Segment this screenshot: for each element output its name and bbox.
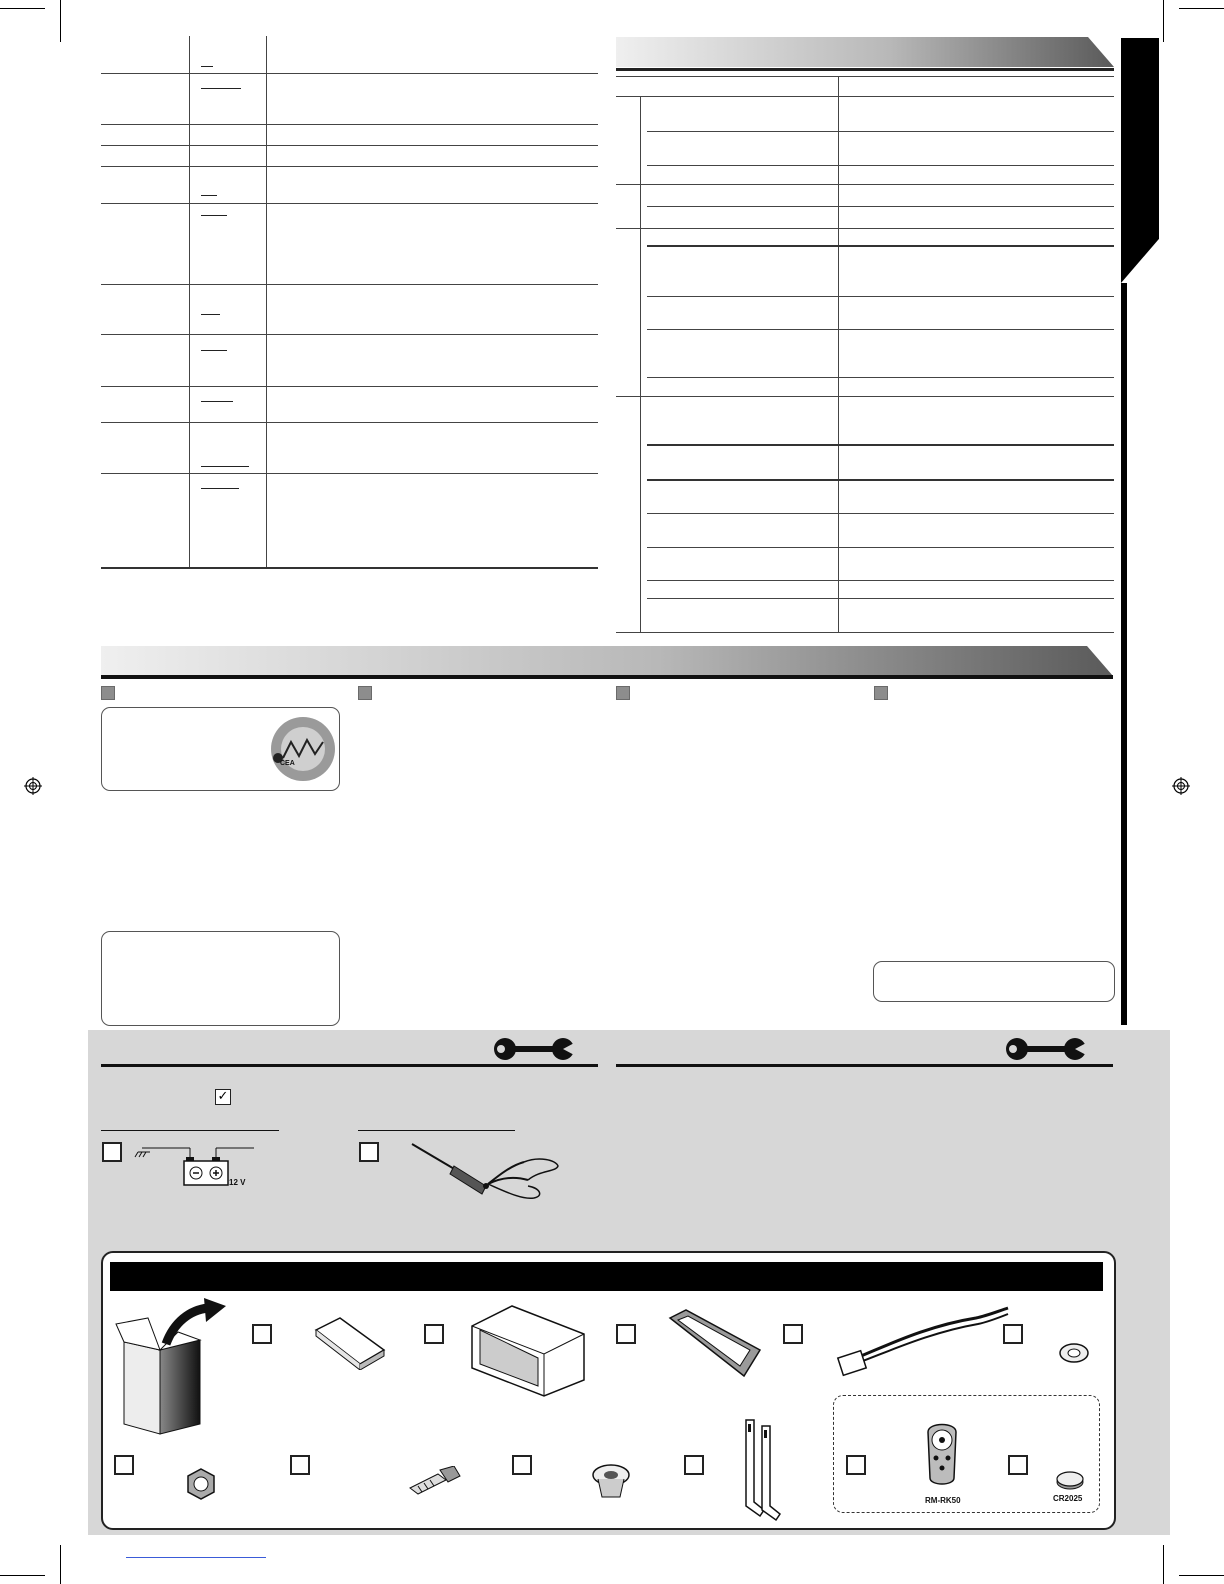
check-icon: ✓ [215, 1089, 231, 1105]
subsection-rule [358, 1130, 515, 1131]
subsection-bullet [101, 686, 115, 700]
table-row-divider [616, 632, 1114, 633]
table-row-divider [101, 203, 598, 204]
default-marker [201, 350, 227, 351]
battery-icon [134, 1140, 274, 1190]
default-marker [201, 466, 249, 467]
table-row-divider [101, 145, 598, 146]
table-row-divider [647, 547, 1114, 548]
table-row-divider [101, 166, 598, 167]
notice-box [873, 961, 1115, 1002]
table-row-divider [647, 131, 1114, 132]
package-box-icon [108, 1298, 233, 1438]
crop-mark [1163, 1545, 1164, 1584]
section-banner [616, 37, 1114, 67]
section-rule [101, 1064, 598, 1067]
checklist-checkbox[interactable] [359, 1142, 379, 1162]
crop-mark [60, 0, 61, 42]
default-marker [201, 195, 217, 196]
table-row-divider [101, 73, 598, 74]
remote-model-label: RM-RK50 [925, 1496, 961, 1505]
table-row-divider [101, 473, 598, 474]
section-rule [616, 68, 1114, 71]
wiring-harness-icon [836, 1306, 1012, 1378]
table-row-divider [647, 513, 1114, 514]
part-checkbox[interactable] [1008, 1455, 1028, 1475]
default-marker [201, 488, 239, 489]
subsection-rule [101, 1130, 279, 1131]
table-divider [189, 36, 190, 568]
parts-list-header-bar [110, 1262, 1103, 1291]
part-checkbox[interactable] [114, 1455, 134, 1475]
battery-model-label: CR2025 [1053, 1494, 1083, 1503]
table-row-divider [101, 124, 598, 125]
cea-2006-badge-icon [267, 712, 339, 786]
table-row-divider [101, 284, 598, 285]
wrench-icon [494, 1036, 574, 1062]
part-checkbox[interactable] [290, 1455, 310, 1475]
mounting-bolt-icon [406, 1466, 462, 1496]
trim-plate-icon [664, 1306, 764, 1382]
table-row-divider [616, 228, 1114, 229]
table-row-divider [647, 377, 1114, 378]
table-row-divider [647, 329, 1114, 330]
table-row-divider [616, 184, 1114, 185]
notice-box [101, 931, 340, 1026]
table-row-divider [616, 76, 1114, 77]
mounting-sleeve-icon [466, 1302, 590, 1398]
part-checkbox[interactable] [846, 1455, 866, 1475]
table-row-divider [616, 396, 1114, 397]
washer-icon [1058, 1342, 1090, 1364]
table-row-divider [647, 296, 1114, 297]
crop-mark [1163, 0, 1164, 42]
part-checkbox[interactable] [424, 1324, 444, 1344]
removal-handles-icon [740, 1418, 784, 1522]
registration-mark-icon [1172, 777, 1190, 795]
crop-mark [1179, 8, 1224, 9]
subsection-bullet [358, 686, 372, 700]
table-row-divider [101, 386, 598, 387]
table-row-divider [101, 422, 598, 423]
table-row-divider [647, 206, 1114, 207]
crop-mark [0, 1575, 45, 1576]
rubber-cushion-icon [590, 1463, 632, 1503]
cea-compliance-box [101, 707, 340, 791]
table-divider [838, 76, 839, 633]
table-bottom-rule [101, 567, 598, 569]
subsection-bullet [874, 686, 888, 700]
part-checkbox[interactable] [684, 1455, 704, 1475]
table-row-divider [616, 96, 1114, 97]
part-checkbox[interactable] [252, 1324, 272, 1344]
checklist-checkbox[interactable] [102, 1142, 122, 1162]
remote-controller-icon [922, 1418, 962, 1488]
battery-voltage-label: 12 V [229, 1178, 246, 1187]
default-marker [201, 401, 233, 402]
section-rule [616, 1064, 1113, 1067]
default-marker [201, 66, 213, 67]
footer-link-line [126, 1557, 266, 1558]
default-marker [201, 88, 241, 89]
hard-case-icon [310, 1314, 386, 1370]
part-checkbox[interactable] [783, 1324, 803, 1344]
section-rule [101, 675, 1113, 679]
default-marker [201, 314, 220, 315]
table-row-divider [647, 580, 1114, 581]
table-row-divider [647, 598, 1114, 599]
part-checkbox[interactable] [512, 1455, 532, 1475]
crop-mark [60, 1545, 61, 1584]
part-checkbox[interactable] [616, 1324, 636, 1344]
table-row-divider [647, 165, 1114, 166]
wrench-icon [1006, 1036, 1086, 1062]
table-divider [640, 96, 641, 633]
table-row-divider [647, 245, 1114, 247]
default-marker [201, 215, 227, 216]
table-row-divider [647, 444, 1114, 446]
subsection-bullet [616, 686, 630, 700]
table-row-divider [647, 479, 1114, 481]
registration-mark-icon [24, 777, 42, 795]
section-banner [101, 646, 1113, 676]
edge-bar [1121, 283, 1127, 1025]
crop-mark [1179, 1575, 1224, 1576]
table-row-divider [101, 334, 598, 335]
lithium-battery-icon [1055, 1470, 1085, 1490]
lock-nut-icon [184, 1467, 218, 1501]
cea-text: CEA [280, 760, 295, 767]
tools-icon [404, 1136, 564, 1206]
edge-tab [1121, 38, 1159, 283]
crop-mark [0, 8, 45, 9]
table-divider [266, 36, 267, 568]
